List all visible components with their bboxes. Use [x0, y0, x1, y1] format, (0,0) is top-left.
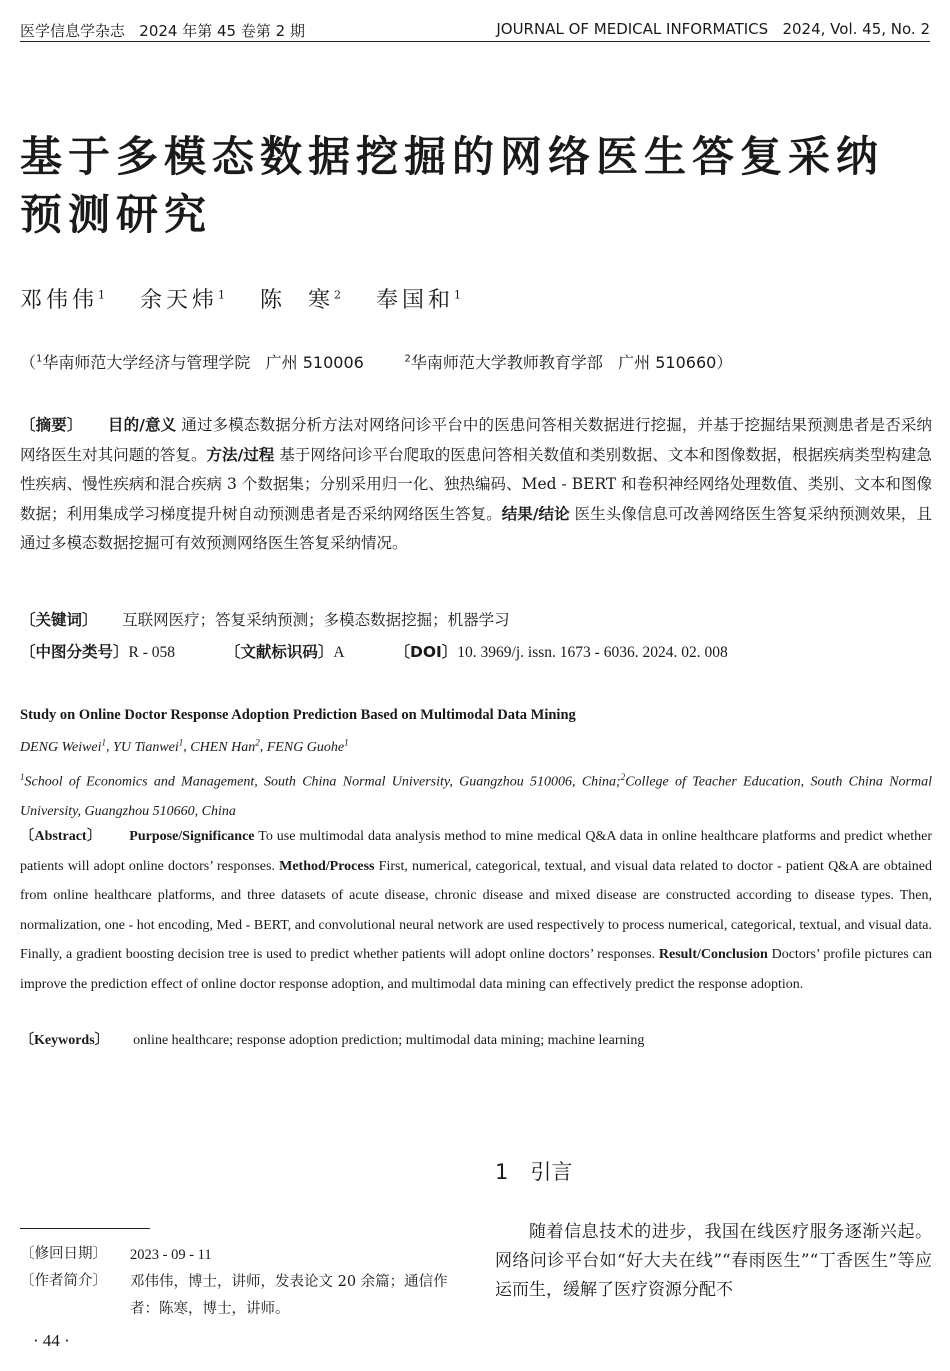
doi-label: 〔DOI〕 [394, 643, 458, 661]
cn-method-text: 基于网络问诊平台爬取的医患问答相关数值和类别数据、文本和图像数据，根据疾病类型构建急性疾病、慢性疾病和混合疾病 3 个数据集；分别采用归一化、独热编码、Med - BERT 和卷积神经网络处理数值、类别、文本和图像数据；利用集成学习梯度提升树自动预测患者是否采纳网络医生答复。 [20, 445, 932, 523]
clc-label: 〔中图分类号〕 [20, 643, 129, 661]
running-header-right: JOURNAL OF MEDICAL INFORMATICS 2024, Vol. 45, No. 2 [496, 20, 930, 38]
title-line-1: 基于多模态数据挖掘的网络医生答复采纳 [20, 132, 885, 181]
en-keywords-tag: 〔Keywords〕 [20, 1033, 109, 1048]
doc-code-label: 〔文献标识码〕 [224, 643, 334, 661]
cn-purpose-text: 通过多模态数据分析方法对网络问诊平台中的医患问答相关数据进行挖掘，并基于挖掘结果预测患者是否采纳网络医生对其问题的答复。 [20, 416, 932, 464]
author: 邓伟伟$^1$ [20, 288, 106, 313]
received-label: 〔修回日期〕 [20, 1246, 107, 1262]
section-number: 1 [495, 1160, 509, 1184]
en-abstract [20, 822, 932, 999]
en-result-label: Result/Conclusion [658, 947, 768, 962]
author-list [20, 283, 489, 314]
cn-keywords-text: 互联网医疗；答复采纳预测；多模态数据挖掘；机器学习 [122, 611, 510, 629]
section-heading [495, 1156, 572, 1186]
section-title: 引言 [530, 1160, 573, 1184]
en-result-text: Doctors’ profile pictures can improve the prediction effect of online doctor response adoption, and multimodal data mining can effectively predict the response adoption. [20, 947, 933, 992]
footnote-author [20, 1269, 480, 1329]
cn-classification [20, 638, 932, 668]
doc-code-value: A [333, 644, 345, 661]
en-author: DENG Weiwei$^1$ [20, 737, 107, 755]
en-author: CHEN Han$^2$ [190, 737, 260, 755]
cn-method-label: 方法/过程 [206, 445, 275, 464]
en-purpose-label: Purpose/Significance [129, 829, 255, 844]
cn-abstract [20, 411, 932, 559]
en-title: Study on Online Doctor Response Adoption Prediction Based on Multimodal Data Mining [20, 707, 576, 723]
footnote-divider [20, 1228, 150, 1229]
footnote-received [20, 1242, 480, 1269]
cn-result-text: 医生头像信息可改善网络医生答复采纳预测效果，且通过多模态数据挖掘可有效预测网络医生答复采纳情况。 [20, 504, 932, 552]
en-affiliations: $^1$School of Economics and Management, South China Normal University, Guangzhou 510006, China;$^2$College of Teacher Education, South China Normal University, Guangzhou 510660, China [20, 772, 932, 820]
clc-value: R - 058 [128, 644, 176, 661]
cn-keywords [20, 606, 932, 636]
author: 陈 寒$^2$ [260, 288, 342, 313]
en-method-text: First, numerical, categorical, textual, and visual data related to doctor - patient Q&A are obtained from online healthcare platforms, and three datasets of acute disease, chronic disease and mixed disease are constructed according to disease types. Then, normalization, one - hot encoding, Med - BERT, and convolutional neural network are used respectively to process numerical, categorical, textual, and visual data. Finally, a gradient boosting decision tree is used to predict whether patients will adopt online doctors’ responses. [20, 858, 933, 962]
running-header-left: 医学信息学杂志 2024 年第 45 卷第 2 期 [20, 22, 305, 40]
page-number: · 44 · [33, 1331, 70, 1350]
author: 奉国和$^1$ [376, 288, 462, 313]
cn-abstract-tag: 〔摘要〕 [20, 416, 83, 434]
author-bio-text: 邓伟伟，博士，讲师，发表论文 20 余篇；通信作者：陈寒，博士，讲师。 [130, 1274, 448, 1317]
paper-title [20, 128, 935, 244]
header-divider [20, 41, 930, 42]
affiliations: （$^1$华南师范大学经济与管理学院 广州 510006 $^2$华南师范大学教师教育学部 广州 510660） [20, 353, 733, 372]
en-method-label: Method/Process [279, 858, 375, 874]
cn-result-label: 结果/结论 [501, 504, 570, 523]
en-author-list: DENG Weiwei$^1$, YU Tianwei$^1$, CHEN Han$^2$, FENG Guohe$^1$ [20, 737, 349, 755]
cn-keywords-tag: 〔关键词〕 [20, 611, 98, 629]
en-author: FENG Guohe$^1$ [266, 737, 349, 755]
title-line-2: 预测研究 [20, 190, 213, 239]
author: 余天炜$^1$ [140, 288, 226, 313]
en-keywords [20, 1029, 644, 1049]
intro-paragraph: 随着信息技术的进步，我国在线医疗服务逐渐兴起。网络问诊平台如“好大夫在线”“春雨医生”“丁香医生”等应运而生，缓解了医疗资源分配不 [495, 1222, 932, 1300]
doi-value: 10. 3969/j. issn. 1673 - 6036. 2024. 02. 008 [457, 644, 728, 661]
cn-purpose-label: 目的/意义 [107, 416, 177, 434]
en-keywords-text: online healthcare; response adoption prediction; multimodal data mining; machine learning [133, 1033, 645, 1048]
en-purpose-text: To use multimodal data analysis method to mine medical Q&A data in online healthcare platforms and predict whether patients will adopt online doctors’ responses. [20, 829, 932, 874]
en-author: YU Tianwei$^1$ [113, 737, 184, 755]
author-bio-label: 〔作者简介〕 [20, 1273, 107, 1289]
received-date: 2023 - 09 - 11 [130, 1247, 212, 1263]
en-abstract-tag: 〔Abstract〕 [20, 829, 102, 844]
